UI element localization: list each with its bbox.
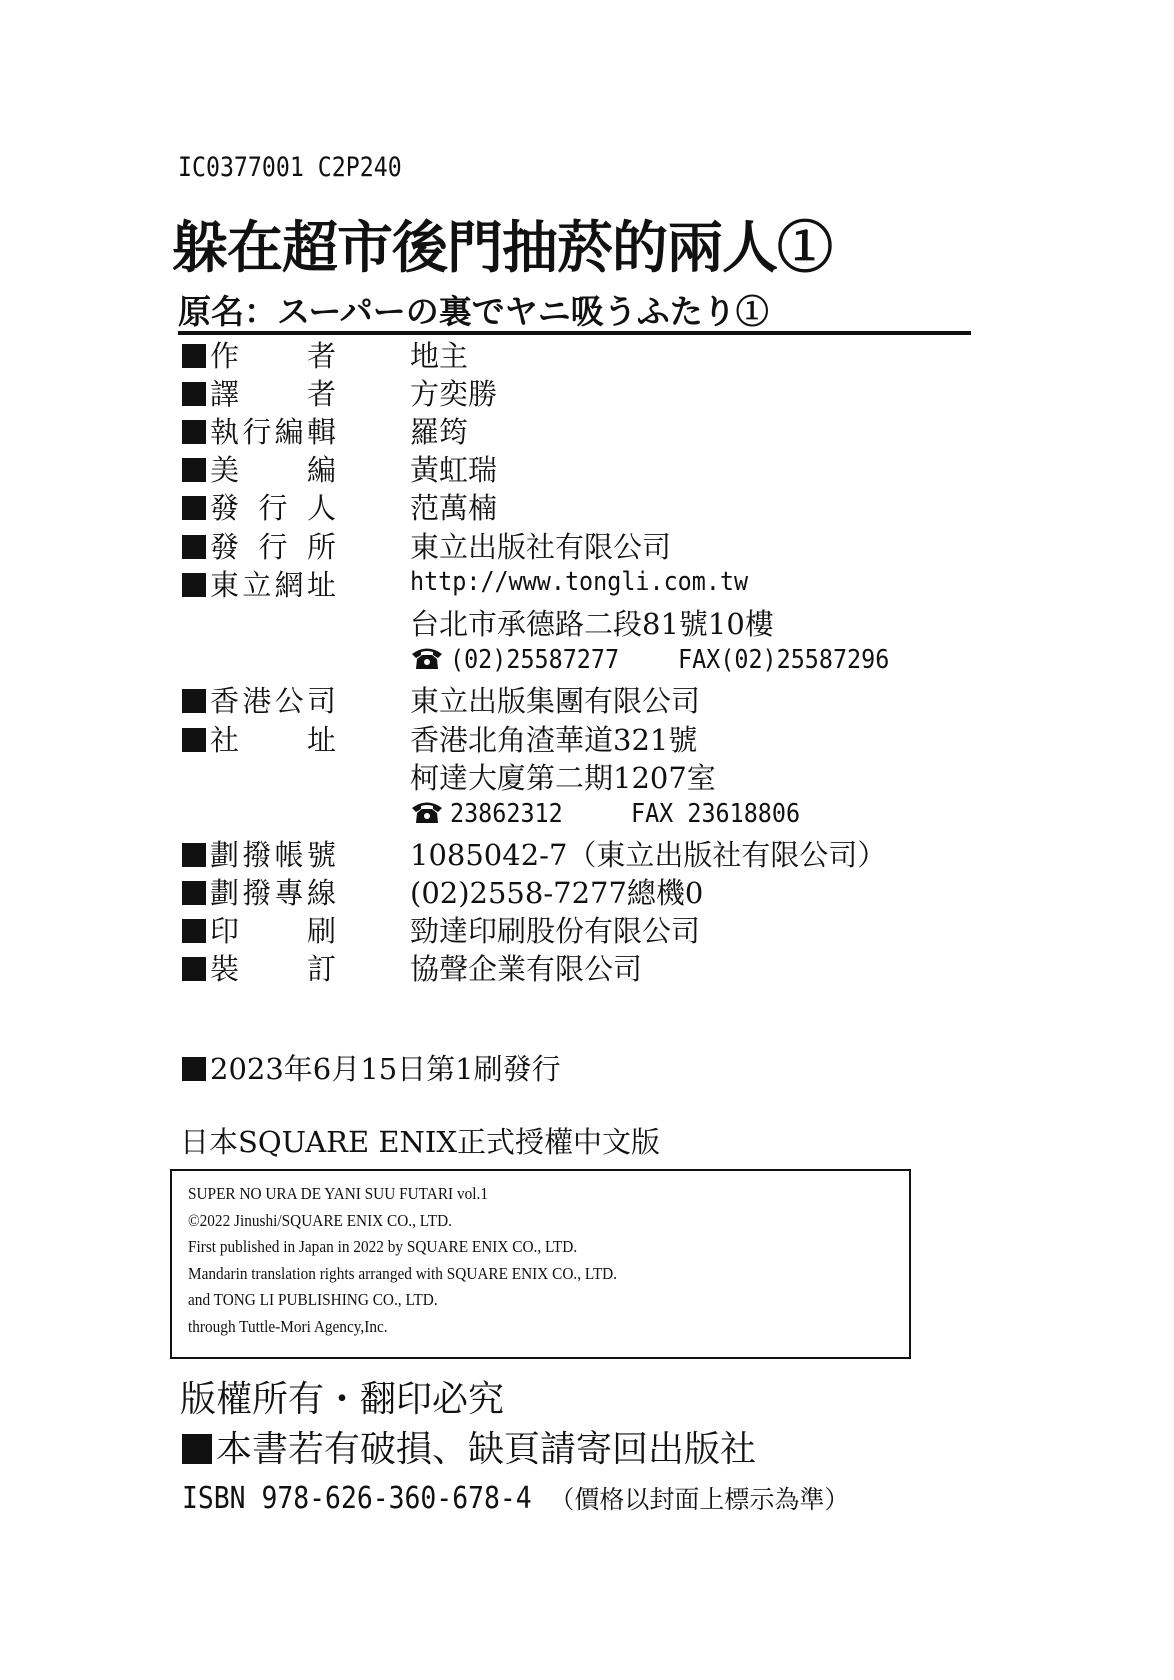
product-code: IC0377001 C2P240 [178,152,402,183]
payment-value: (02)2558-7277總機0 [410,876,704,910]
website-url: http://www.tongli.com.tw [410,567,749,597]
bullet-square-icon [182,420,206,444]
payment-value: 勁達印刷股份有限公司 [410,914,701,948]
credit-value: 羅筠 [410,415,469,449]
damage-notice [182,1421,756,1472]
copyright-line: and TONG LI PUBLISHING CO., LTD. [188,1290,438,1309]
copyright-line: ©2022 Jinushi/SQUARE ENIX CO., LTD. [188,1210,452,1230]
copyright-line: through Tuttle-Mori Agency,Inc. [188,1316,388,1336]
bullet-square-icon [182,957,206,981]
hk-phone: 23862312 [450,799,563,829]
isbn-line [182,1480,849,1516]
credit-value: 黃虹瑞 [410,453,498,487]
publish-date [182,1047,561,1088]
authorized-edition: 日本SQUARE ENIX正式授權中文版 [180,1125,661,1159]
tw-address: 台北市承德路二段81號10樓 [410,607,774,641]
bullet-square-icon [182,881,206,905]
telephone-icon [410,799,444,825]
price-note: （價格以封面上標示為準） [549,1485,850,1514]
copyright-line: First published in Japan in 2022 by SQUARE ENIX CO., LTD. [188,1237,578,1256]
hk-address-label: 社 址 [210,723,336,757]
hk-fax: FAX 23618806 [631,799,801,829]
publish-date-text: 2023年6月15日第1刷發行 [210,1052,561,1086]
bullet-square-icon [182,496,206,520]
payment-value: 協聲企業有限公司 [410,952,643,986]
rights-reserved: 版權所有・翻印必究 [180,1379,505,1420]
hk-address-1: 香港北角渣華道321號 [410,723,698,757]
credit-label: 執行編輯 [210,415,336,449]
credit-label: 作 者 [210,339,336,373]
credit-value: 范萬楠 [410,491,498,525]
bullet-square-icon [182,728,206,752]
bullet-square-icon [182,1434,212,1464]
credit-label: 發行所 [210,530,336,564]
copyright-box [170,1169,911,1359]
credit-value: 方奕勝 [410,377,498,411]
payment-label: 裝 訂 [210,952,336,986]
hk-label: 香港公司 [210,684,336,718]
credit-label: 譯 者 [210,377,336,411]
payment-label: 劃撥專線 [210,876,336,910]
isbn-number: ISBN 978-626-360-678-4 [182,1481,532,1516]
copyright-line: Mandarin translation rights arranged with SQUARE ENIX CO., LTD. [188,1263,618,1283]
bullet-square-icon [182,843,206,867]
damage-notice-text: 本書若有破損、缺頁請寄回出版社 [216,1429,757,1470]
bullet-square-icon [182,919,206,943]
copyright-line: SUPER NO URA DE YANI SUU FUTARI vol.1 [188,1184,488,1203]
credit-label: 美 編 [210,453,336,487]
bullet-square-icon [182,382,206,406]
bullet-square-icon [182,535,206,559]
original-title: 原名：スーパーの裏でヤニ吸うふたり① [178,292,769,331]
bullet-square-icon [182,1057,206,1081]
telephone-icon [410,645,444,671]
tw-fax: FAX(02)25587296 [677,645,890,675]
credit-label: 發行人 [210,491,336,525]
tw-phone: (02)25587277 [450,645,620,675]
hk-company: 東立出版集團有限公司 [410,684,701,718]
credit-label: 東立網址 [210,568,336,602]
bullet-square-icon [182,573,206,597]
credit-value: 東立出版社有限公司 [410,530,672,564]
payment-label: 印 刷 [210,914,336,948]
bullet-square-icon [182,344,206,368]
book-title: 躲在超市後門抽菸的兩人① [172,215,832,281]
bullet-square-icon [182,458,206,482]
payment-value: 1085042-7（東立出版社有限公司） [410,838,887,872]
hk-address-2: 柯達大廈第二期1207室 [410,761,716,795]
bullet-square-icon [182,689,206,713]
payment-label: 劃撥帳號 [210,838,336,872]
credit-value: 地主 [410,339,469,373]
